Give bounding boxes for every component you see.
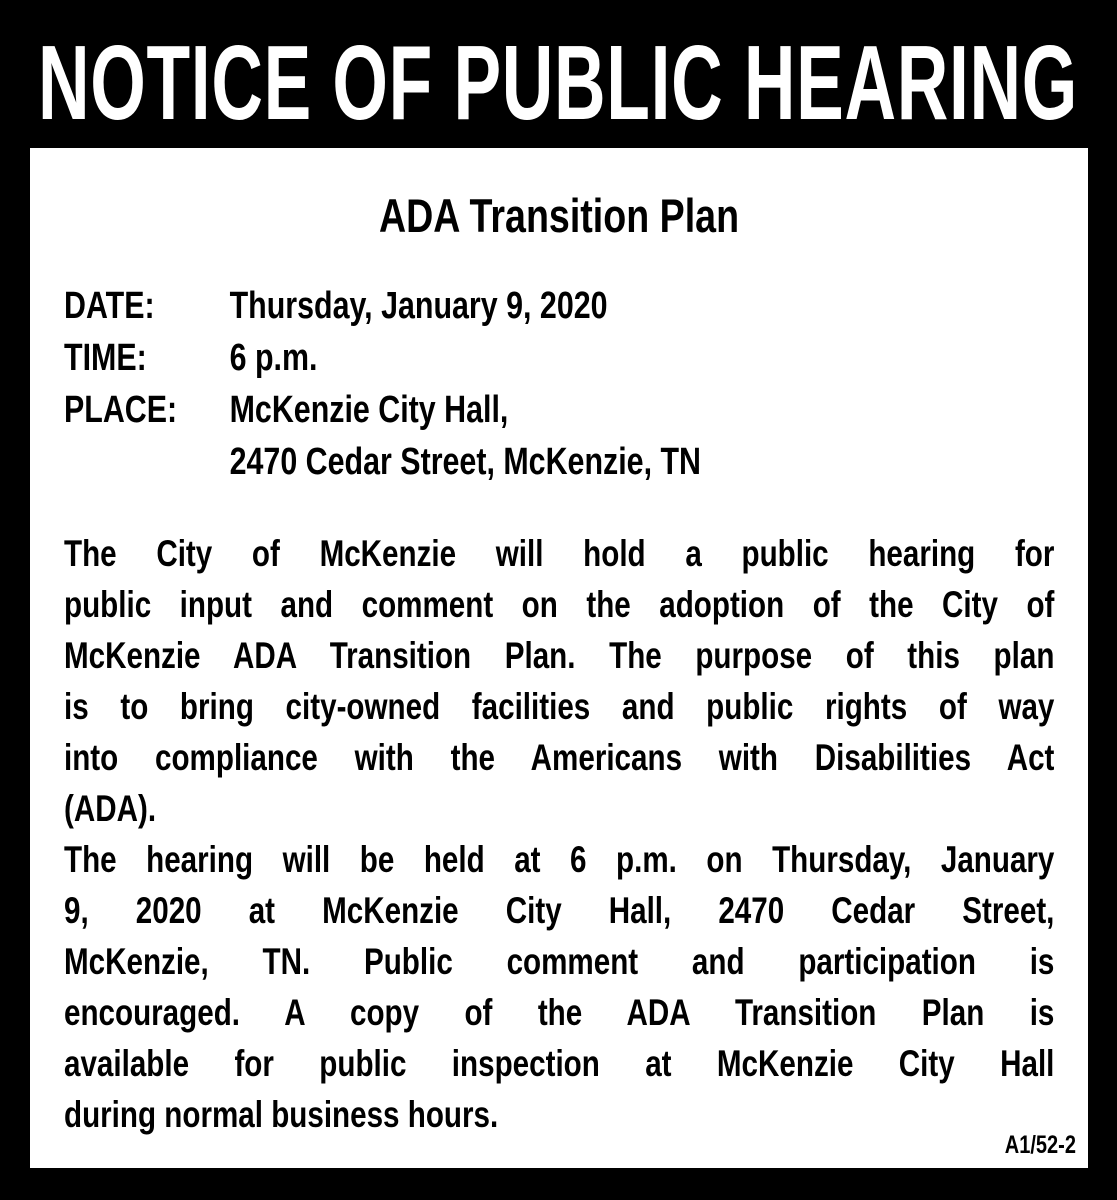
detail-row-place xyxy=(64,384,864,436)
text-line: The hearing will be held at 6 p.m. on Thursday, January xyxy=(64,839,1055,880)
notice-title xyxy=(38,24,1078,142)
detail-value: 6 p.m. xyxy=(229,337,318,379)
detail-value: Thursday, January 9, 2020 xyxy=(229,285,608,327)
notice-subtitle xyxy=(30,188,1088,243)
notice-body-box xyxy=(30,148,1088,1168)
text-line: The City of McKenzie will hold a public hearing for xyxy=(64,533,1055,574)
notice-title-text: NOTICE OF PUBLIC HEARING xyxy=(38,24,1078,142)
text-line: McKenzie, TN. Public comment and participation is xyxy=(64,941,1055,982)
text-line: into compliance with the Americans with Disabilities Act xyxy=(64,737,1055,778)
subtitle-text: ADA Transition Plan xyxy=(378,189,740,242)
text-line: available for public inspection at McKenzie City Hall xyxy=(64,1043,1055,1084)
detail-label: DATE: xyxy=(64,285,155,327)
notice-text xyxy=(64,528,1054,1140)
hearing-details xyxy=(64,280,864,488)
detail-row-address xyxy=(64,436,864,488)
detail-label: TIME: xyxy=(64,337,147,379)
text-line: McKenzie ADA Transition Plan. The purpose of this plan xyxy=(64,635,1055,676)
text-line: is to bring city-owned facilities and public rights of way xyxy=(64,686,1055,727)
detail-value: 2470 Cedar Street, McKenzie, TN xyxy=(229,441,701,483)
detail-value: McKenzie City Hall, xyxy=(229,389,509,431)
text-line: encouraged. A copy of the ADA Transition Plan is xyxy=(64,992,1055,1033)
detail-row-date xyxy=(64,280,864,332)
paragraph xyxy=(64,834,1054,1140)
ad-code: A1/52-2 xyxy=(1004,1131,1076,1159)
text-line: public input and comment on the adoption of the City of xyxy=(64,584,1055,625)
detail-label xyxy=(64,436,230,488)
detail-label: PLACE: xyxy=(64,389,178,431)
text-line: during normal business hours. xyxy=(64,1094,499,1135)
paragraph xyxy=(64,528,1054,834)
text-line: (ADA). xyxy=(64,788,157,829)
text-line: 9, 2020 at McKenzie City Hall, 2470 Cedar Street, xyxy=(64,890,1055,931)
detail-row-time xyxy=(64,332,864,384)
